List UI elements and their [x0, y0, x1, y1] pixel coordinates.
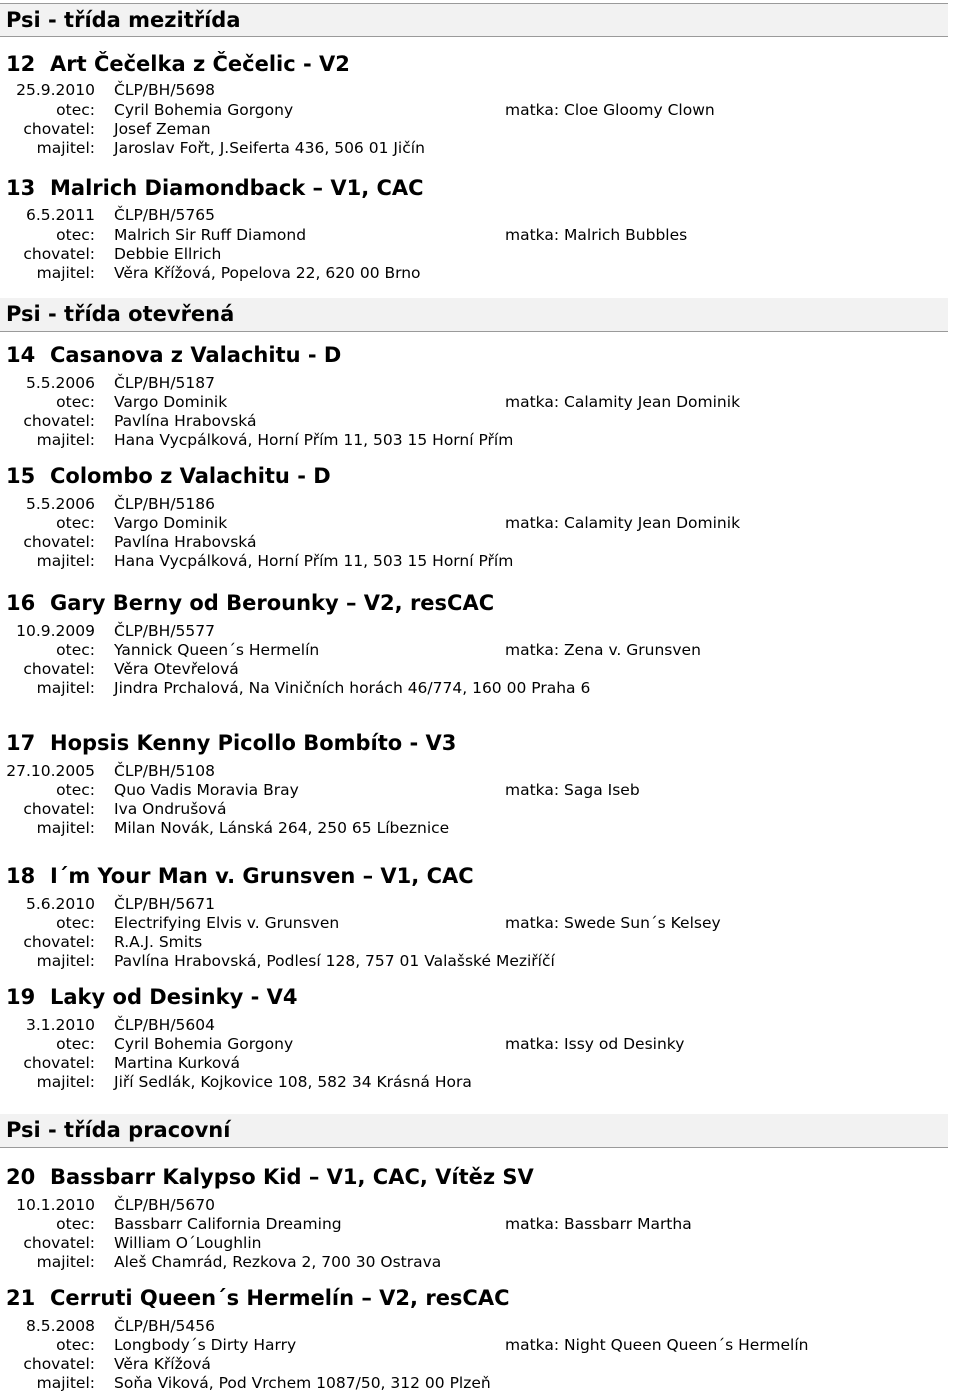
dog-title: 16 Gary Berny od Berounky – V2, resCAC	[6, 591, 495, 615]
owner: Aleš Chamrád, Rezkova 2, 700 30 Ostrava	[114, 1253, 442, 1271]
dog-title: 20 Bassbarr Kalypso Kid – V1, CAC, Vítěz SV	[6, 1165, 534, 1189]
owner: Hana Vycpálková, Horní Přím 11, 503 15 Horní Přím	[114, 431, 514, 449]
breeder: R.A.J. Smits	[114, 933, 203, 951]
breeder: Věra Křížová	[114, 1355, 211, 1373]
dam: Saga Iseb	[564, 781, 640, 799]
owner: Hana Vycpálková, Horní Přím 11, 503 15 Horní Přím	[114, 552, 514, 570]
sire: Yannick Queen´s Hermelín	[114, 641, 320, 659]
birth-date: 3.1.2010	[25, 1016, 95, 1034]
dog-title: 17 Hopsis Kenny Picollo Bombíto - V3	[6, 731, 457, 755]
owner: Jaroslav Fořt, J.Seiferta 436, 506 01 Jičín	[114, 139, 425, 157]
birth-date: 5.6.2010	[25, 895, 95, 913]
sire: Cyril Bohemia Gorgony	[114, 101, 294, 119]
reg-number: ČLP/BH/5187	[114, 374, 215, 392]
reg-number: ČLP/BH/5670	[114, 1196, 215, 1214]
dam: Issy od Desinky	[564, 1035, 685, 1053]
dog-title: 18 I´m Your Man v. Grunsven – V1, CAC	[6, 864, 474, 888]
reg-number: ČLP/BH/5456	[114, 1317, 215, 1335]
breeder: Věra Otevřelová	[114, 660, 239, 678]
breeder: Martina Kurková	[114, 1054, 241, 1072]
dam: Calamity Jean Dominik	[564, 514, 741, 532]
sire: Vargo Dominik	[114, 514, 228, 532]
reg-number: ČLP/BH/5186	[114, 495, 215, 513]
owner: Soňa Viková, Pod Vrchem 1087/50, 312 00 Plzeň	[114, 1374, 491, 1392]
birth-date: 27.10.2005	[6, 762, 95, 780]
section-heading: Psi - třída otevřená	[0, 298, 948, 332]
dam: Zena v. Grunsven	[564, 641, 701, 659]
dog-title: 14 Casanova z Valachitu - D	[6, 343, 342, 367]
birth-date: 10.1.2010	[16, 1196, 95, 1214]
owner: Milan Novák, Lánská 264, 250 65 Líbeznice	[114, 819, 450, 837]
section-heading: Psi - třída pracovní	[0, 1114, 948, 1148]
dog-title: 13 Malrich Diamondback – V1, CAC	[6, 176, 424, 200]
dam: Malrich Bubbles	[564, 226, 688, 244]
sire: Longbody´s Dirty Harry	[114, 1336, 297, 1354]
reg-number: ČLP/BH/5577	[114, 622, 215, 640]
owner: Pavlína Hrabovská, Podlesí 128, 757 01 Valašské Meziříčí	[114, 952, 555, 970]
birth-date: 8.5.2008	[25, 1317, 95, 1335]
sire: Electrifying Elvis v. Grunsven	[114, 914, 340, 932]
dam: Night Queen Queen´s Hermelín	[564, 1336, 809, 1354]
birth-date: 5.5.2006	[25, 374, 95, 392]
breeder: Josef Zeman	[114, 120, 211, 138]
dog-title: 19 Laky od Desinky - V4	[6, 985, 298, 1009]
section-heading: Psi - třída mezitřída	[0, 3, 948, 37]
sire: Vargo Dominik	[114, 393, 228, 411]
owner: Jindra Prchalová, Na Viničních horách 46/774, 160 00 Praha 6	[114, 679, 591, 697]
dam: Bassbarr Martha	[564, 1215, 692, 1233]
dog-title: 21 Cerruti Queen´s Hermelín – V2, resCAC	[6, 1286, 510, 1310]
sire: Cyril Bohemia Gorgony	[114, 1035, 294, 1053]
dog-title: 12 Art Čečelka z Čečelic - V2	[6, 52, 350, 76]
owner: Věra Křížová, Popelova 22, 620 00 Brno	[114, 264, 421, 282]
breeder: Pavlína Hrabovská	[114, 412, 257, 430]
birth-date: 6.5.2011	[25, 206, 95, 224]
sire: Quo Vadis Moravia Bray	[114, 781, 299, 799]
birth-date: 5.5.2006	[25, 495, 95, 513]
dam: Cloe Gloomy Clown	[564, 101, 715, 119]
sire: Malrich Sir Ruff Diamond	[114, 226, 307, 244]
birth-date: 25.9.2010	[16, 81, 95, 99]
dog-title: 15 Colombo z Valachitu - D	[6, 464, 331, 488]
reg-number: ČLP/BH/5604	[114, 1016, 215, 1034]
breeder: William O´Loughlin	[114, 1234, 262, 1252]
dam: Swede Sun´s Kelsey	[564, 914, 721, 932]
breeder: Debbie Ellrich	[114, 245, 222, 263]
dam: Calamity Jean Dominik	[564, 393, 741, 411]
breeder: Pavlína Hrabovská	[114, 533, 257, 551]
breeder: Iva Ondrušová	[114, 800, 227, 818]
reg-number: ČLP/BH/5698	[114, 81, 215, 99]
reg-number: ČLP/BH/5671	[114, 895, 215, 913]
owner: Jiří Sedlák, Kojkovice 108, 582 34 Krásná Hora	[114, 1073, 472, 1091]
sire: Bassbarr California Dreaming	[114, 1215, 342, 1233]
birth-date: 10.9.2009	[16, 622, 95, 640]
reg-number: ČLP/BH/5108	[114, 762, 215, 780]
reg-number: ČLP/BH/5765	[114, 206, 215, 224]
